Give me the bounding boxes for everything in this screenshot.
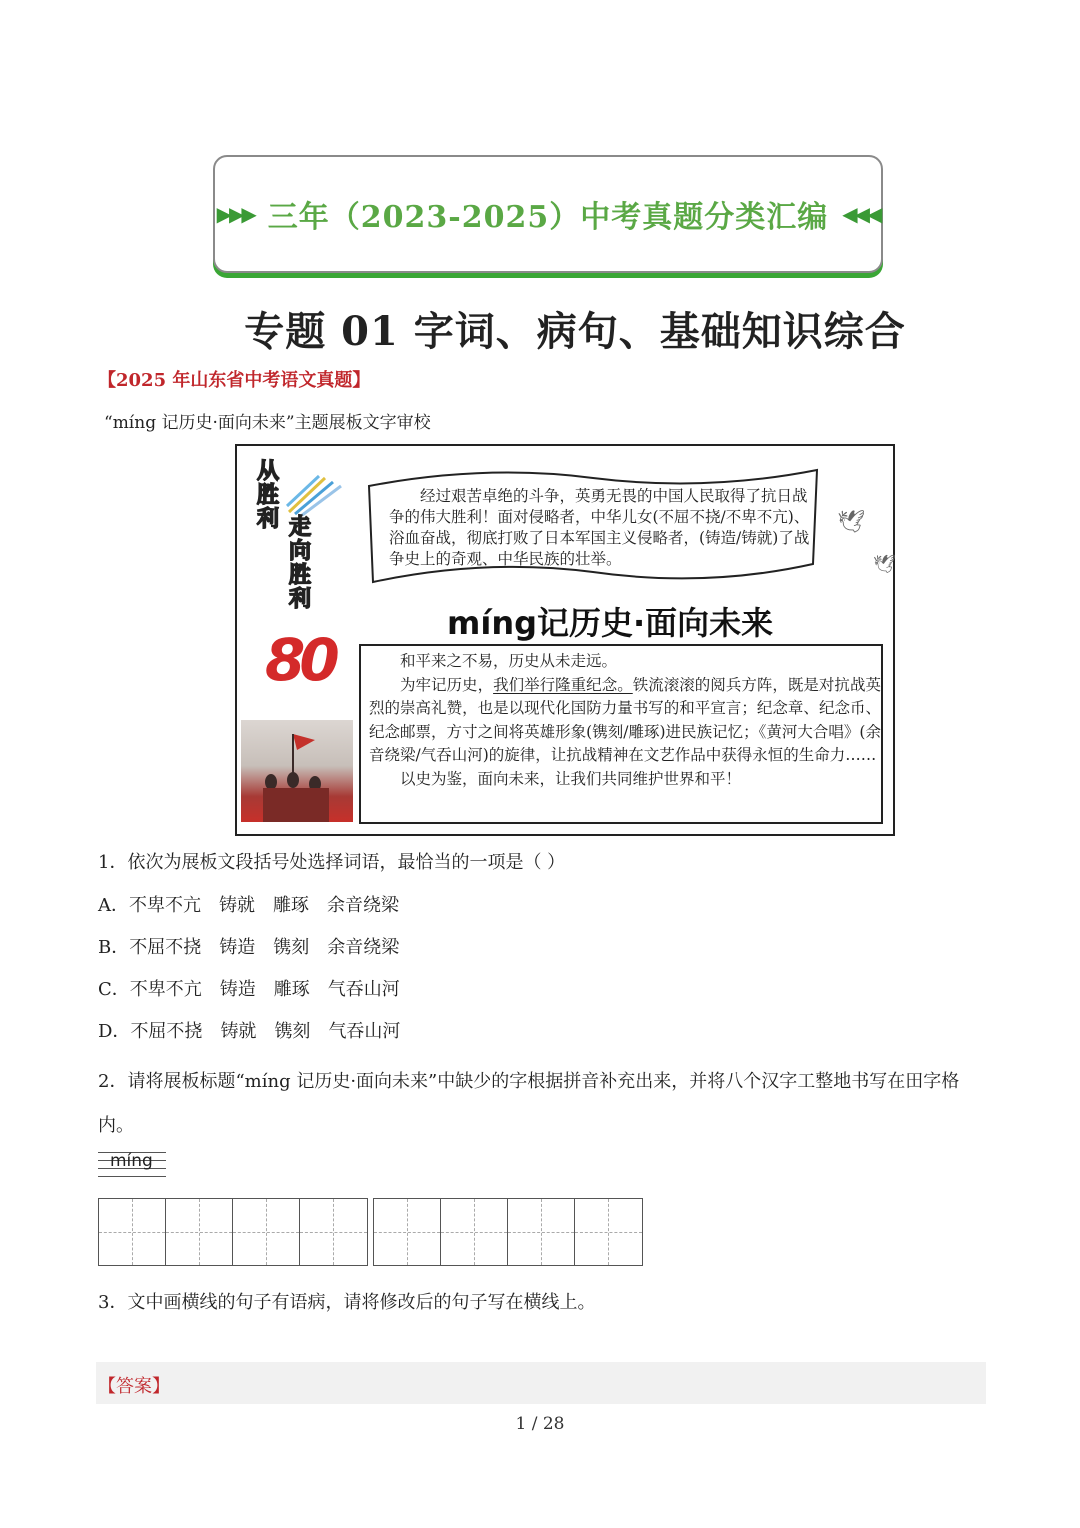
page-number: 1 / 28 [515, 1414, 565, 1434]
side-char: 利 [288, 587, 311, 612]
question-3-stem: 3．文中画横线的句子有语病，请将修改后的句子写在横线上。 [98, 1292, 596, 1313]
answer-label: 【答案】 [98, 1376, 170, 1397]
tianzige-cell[interactable] [99, 1199, 166, 1265]
option-item: 不卑不亢 [129, 979, 202, 1000]
box-paragraph-1: 和平来之不易，历史从未走远。 [400, 652, 618, 670]
text-span: 铁流滚滚的阅兵方阵，既是对抗战英烈的崇高礼赞，也是以现代化国防力量书写的和平宣言；纪念章、纪念币、纪念邮票，方寸之间将英雄形象(镌刻/雕琢)进民族记忆；《黄河大合唱》(余音绕梁/气吞山河)的旋律，让抗战精神在文艺作品中获得永恒的生命力…… [369, 675, 881, 765]
tianzige-cell[interactable] [575, 1199, 642, 1265]
option-item: 铸造 [219, 937, 256, 958]
answer-bar [96, 1362, 986, 1404]
box-paragraph-3: 以史为鉴，面向未来，让我们共同维护世界和平！ [400, 769, 742, 788]
tianzige-cell[interactable] [441, 1199, 508, 1265]
soldiers-silhouette-icon [241, 720, 353, 822]
poster-heading: míng记历史·面向未来 [447, 604, 774, 642]
option-item: 余音绕梁 [327, 937, 400, 958]
option-item: 铸造 [219, 979, 256, 1000]
option-item: 雕琢 [273, 895, 309, 916]
side-char: 从 [256, 459, 279, 484]
side-char: 走 [288, 515, 311, 540]
text-span: 为牢记历史， [400, 675, 494, 694]
left-arrows-icon: ◀◀◀ [842, 202, 880, 226]
option-item: 铸就 [220, 1021, 257, 1042]
question-2-stem: 2．请将展板标题“míng 记历史·面向未来”中缺少的字根据拼音补充出来，并将八个汉字工整地书写在田字格内。 [98, 1071, 960, 1136]
exhibition-poster [235, 444, 895, 836]
option-item: 气吞山河 [328, 1021, 401, 1042]
option-c[interactable] [98, 975, 418, 1001]
option-item: 雕琢 [273, 979, 310, 1000]
side-title-2 [287, 516, 313, 612]
option-a[interactable] [98, 891, 417, 917]
scroll-text: 经过艰苦卓绝的斗争，英勇无畏的中国人民取得了抗日战争的伟大胜利！面对侵略者，中华儿女(不屈不挠/不卑不亢)、浴血奋战，彻底打败了日本军国主义侵略者，(铸造/铸就)了战争史上的奇观、中华民族的壮举。 [389, 487, 810, 568]
option-item: 不屈不挠 [129, 937, 202, 958]
question-1-stem: 1．依次为展板文段括号处选择词语，最恰当的一项是（ ） [98, 852, 566, 873]
tianzige-grid-right[interactable] [373, 1198, 643, 1266]
box-paragraph-2 [369, 674, 881, 768]
jets-icon [285, 468, 345, 516]
right-arrows-icon: ▶▶▶ [216, 202, 254, 226]
page-title: 专题 01 字词、病句、基础知识综合 [244, 308, 906, 355]
tianzige-cell[interactable] [166, 1199, 233, 1265]
pinyin-lines [98, 1148, 166, 1180]
pinyin-rule [98, 1176, 166, 1177]
option-item: 不卑不亢 [129, 895, 201, 916]
tianzige-cell[interactable] [300, 1199, 367, 1265]
soldiers-photo [241, 720, 353, 822]
option-item: 余音绕梁 [327, 895, 399, 916]
option-item: 不屈不挠 [130, 1021, 203, 1042]
tianzige-cell[interactable] [233, 1199, 300, 1265]
side-char: 向 [288, 539, 311, 564]
option-label: B． [98, 937, 130, 958]
option-item: 铸就 [219, 895, 255, 916]
tianzige-grid-left[interactable] [98, 1198, 368, 1266]
tianzige-cell[interactable] [508, 1199, 575, 1265]
option-item: 镌刻 [273, 937, 310, 958]
option-label: A． [98, 895, 129, 916]
anniversary-number: 80 [265, 626, 334, 694]
series-banner [213, 155, 883, 273]
option-b[interactable] [98, 933, 417, 959]
side-char: 利 [256, 507, 279, 532]
side-char: 胜 [288, 563, 311, 588]
option-label: C． [98, 979, 130, 1000]
side-title-1 [255, 460, 281, 532]
scroll-paragraph [389, 486, 815, 570]
pinyin-label: míng [110, 1151, 153, 1171]
dove-icon: 🕊 [837, 510, 865, 535]
side-char: 胜 [256, 483, 279, 508]
box-paragraphs [369, 650, 881, 792]
option-label: D． [98, 1021, 131, 1042]
option-item: 气吞山河 [327, 979, 400, 1000]
option-item: 镌刻 [274, 1021, 311, 1042]
banner-title: 三年（2023-2025）中考真题分类汇编 [267, 200, 829, 235]
underlined-sentence: 我们举行隆重纪念。 [493, 675, 633, 694]
source-tag: 【2025 年山东省中考语文真题】 [98, 370, 371, 391]
intro-line: “míng 记历史·面向未来”主题展板文字审校 [104, 413, 431, 433]
tianzige-cell[interactable] [374, 1199, 441, 1265]
option-d[interactable] [98, 1017, 418, 1043]
dove-icon: 🕊 [873, 554, 896, 575]
